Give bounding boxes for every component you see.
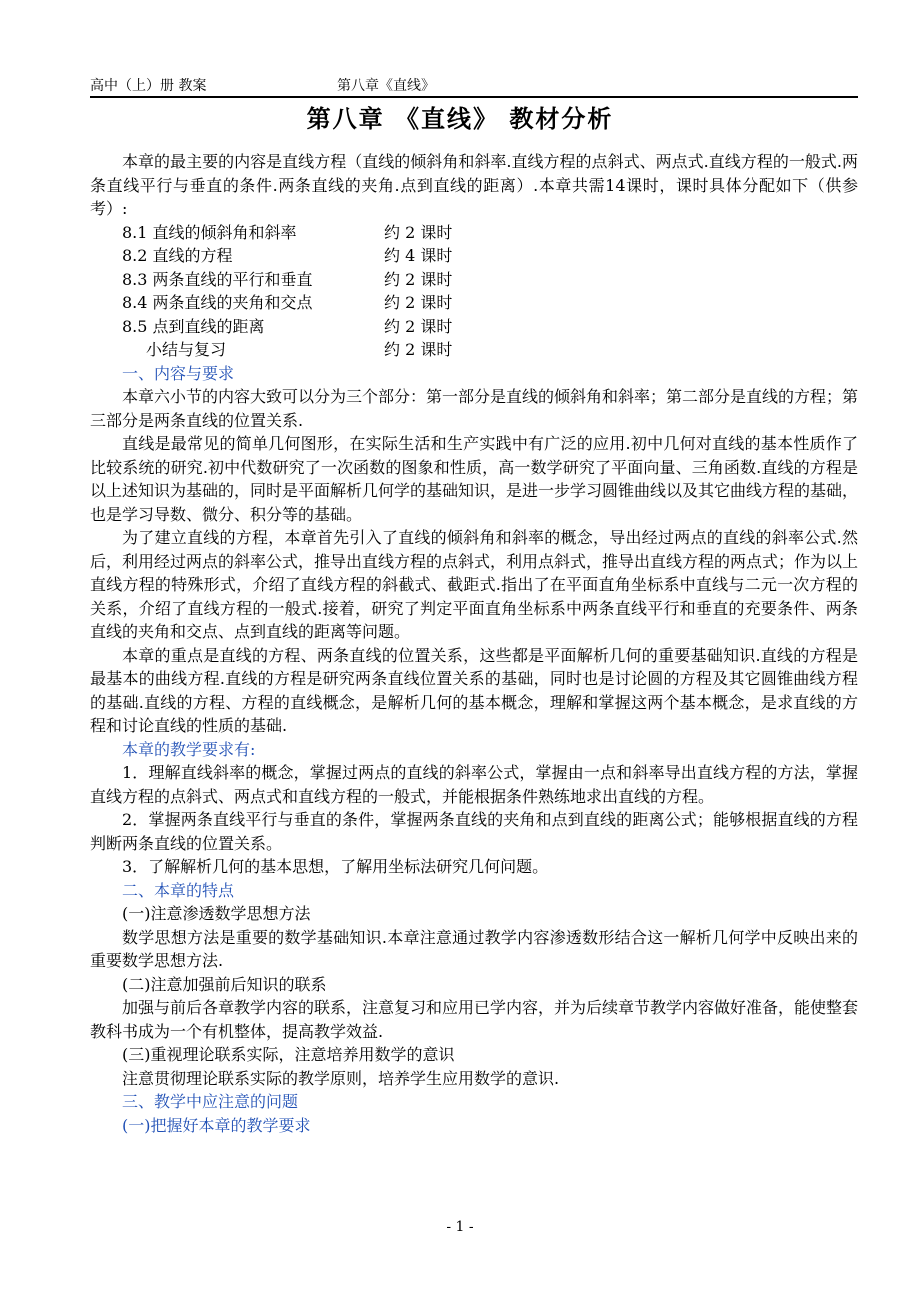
section-heading-notes: 三、教学中应注意的问题 (122, 1092, 299, 1111)
header-book-label: 高中（上）册 教案 (90, 78, 207, 94)
section1-paragraph: 为了建立直线的方程，本章首先引入了直线的倾斜角和斜率的概念，导出经过两点的直线的斜率公式.然后，利用经过两点的斜率公式，推导出直线方程的点斜式，利用点斜式，推导出直线方程的两点式；作为以上直线方程的特殊形式，介绍了直线方程的斜截式、截距式.指出了在平面直角坐标系中直线与二元一次方程的关系，介绍了直线方程的一般式.接着，研究了判定平面直角坐标系中两条直线平行和垂直的充要条件、两条直线的夹角和交点、点到直线的距离等问题。 (90, 528, 859, 641)
page-number: - 1 - (446, 1219, 474, 1235)
feature-subheading: (一)注意渗透数学思想方法 (122, 904, 311, 923)
lesson-schedule (90, 221, 858, 362)
schedule-item: 小结与复习 (146, 340, 227, 359)
schedule-item: 8.2 直线的方程 (122, 246, 233, 265)
section1-paragraph: 直线是最常见的简单几何图形，在实际生活和生产实践中有广泛的应用.初中几何对直线的基本性质作了比较系统的研究.初中代数研究了一次函数的图象和性质，高一数学研究了平面向量、三角函数.直线的方程是以上述知识为基础的，同时是平面解析几何学的基础知识，是进一步学习圆锥曲线以及其它曲线方程的基础，也是学习导数、微分、积分等的基础。 (90, 434, 859, 524)
header-chapter-label: 第八章《直线》 (337, 78, 435, 94)
schedule-hours: 约 2 课时 (384, 340, 453, 359)
schedule-hours: 约 4 课时 (384, 246, 453, 265)
schedule-row (90, 315, 858, 339)
schedule-row (90, 291, 858, 315)
requirement-item: 1．理解直线斜率的概念，掌握过两点的直线的斜率公式，掌握由一点和斜率导出直线方程的方法，掌握直线方程的点斜式、两点式和直线方程的一般式，并能根据条件熟练地求出直线的方程。 (90, 763, 858, 806)
schedule-row (90, 268, 858, 292)
page-header (90, 76, 858, 98)
feature-subheading: (三)重视理论联系实际，注意培养用数学的意识 (122, 1045, 455, 1064)
document-body (90, 150, 858, 1137)
schedule-item: 8.1 直线的倾斜角和斜率 (122, 222, 297, 242)
feature-subheading: (二)注意加强前后知识的联系 (122, 974, 327, 994)
feature-paragraph: 加强与前后各章教学内容的联系，注意复习和应用已学内容，并为后续章节教学内容做好准备，能使整套教科书成为一个有机整体，提高教学效益. (90, 998, 859, 1041)
requirement-item: 3．了解解析几何的基本思想，了解用坐标法研究几何问题。 (122, 857, 549, 876)
page-title: 第八章 《直线》 教材分析 (306, 104, 614, 133)
section1-paragraph: 本章的重点是直线的方程、两条直线的位置关系，这些都是平面解析几何的重要基础知识.直线的方程是最基本的曲线方程.直线的方程是研究两条直线位置关系的基础，同时也是讨论圆的方程及其它圆锥曲线方程的基础.直线的方程、方程的直线概念，是解析几何的基本概念，理解和掌握这两个基本概念，是求直线的方程和讨论直线的性质的基础. (90, 645, 858, 735)
schedule-item: 8.4 两条直线的夹角和交点 (122, 293, 313, 312)
schedule-row (90, 244, 858, 268)
intro-paragraph: 本章的最主要的内容是直线方程（直线的倾斜角和斜率.直线方程的点斜式、两点式.直线方程的一般式.两条直线平行与垂直的条件.两条直线的夹角.点到直线的距离）.本章共需14课时，课时具体分配如下（供参考）: (90, 152, 858, 218)
section-heading-features: 二、本章的特点 (122, 880, 235, 900)
schedule-hours: 约 2 课时 (384, 316, 453, 336)
section-heading-content: 一、内容与要求 (122, 363, 235, 383)
notes-subheading: (一)把握好本章的教学要求 (122, 1115, 311, 1135)
schedule-hours: 约 2 课时 (384, 222, 453, 242)
schedule-row (90, 338, 858, 362)
schedule-hours: 约 2 课时 (384, 269, 453, 289)
requirement-item: 2．掌握两条直线平行与垂直的条件，掌握两条直线的夹角和点到直线的距离公式；能够根据直线的方程判断两条直线的位置关系。 (90, 810, 858, 853)
schedule-hours: 约 2 课时 (384, 293, 453, 312)
schedule-item: 8.5 点到直线的距离 (122, 316, 265, 336)
requirements-heading: 本章的教学要求有: (122, 739, 256, 759)
section1-paragraph: 本章六小节的内容大致可以分为三个部分：第一部分是直线的倾斜角和斜率；第二部分是直线的方程；第三部分是两条直线的位置关系. (90, 387, 859, 430)
feature-paragraph: 注意贯彻理论联系实际的教学原则，培养学生应用数学的意识. (122, 1068, 560, 1088)
schedule-row (90, 221, 858, 245)
schedule-item: 8.3 两条直线的平行和垂直 (122, 269, 313, 289)
feature-paragraph: 数学思想方法是重要的数学基础知识.本章注意通过教学内容渗透数形结合这一解析几何学中反映出来的重要数学思想方法. (90, 927, 858, 970)
